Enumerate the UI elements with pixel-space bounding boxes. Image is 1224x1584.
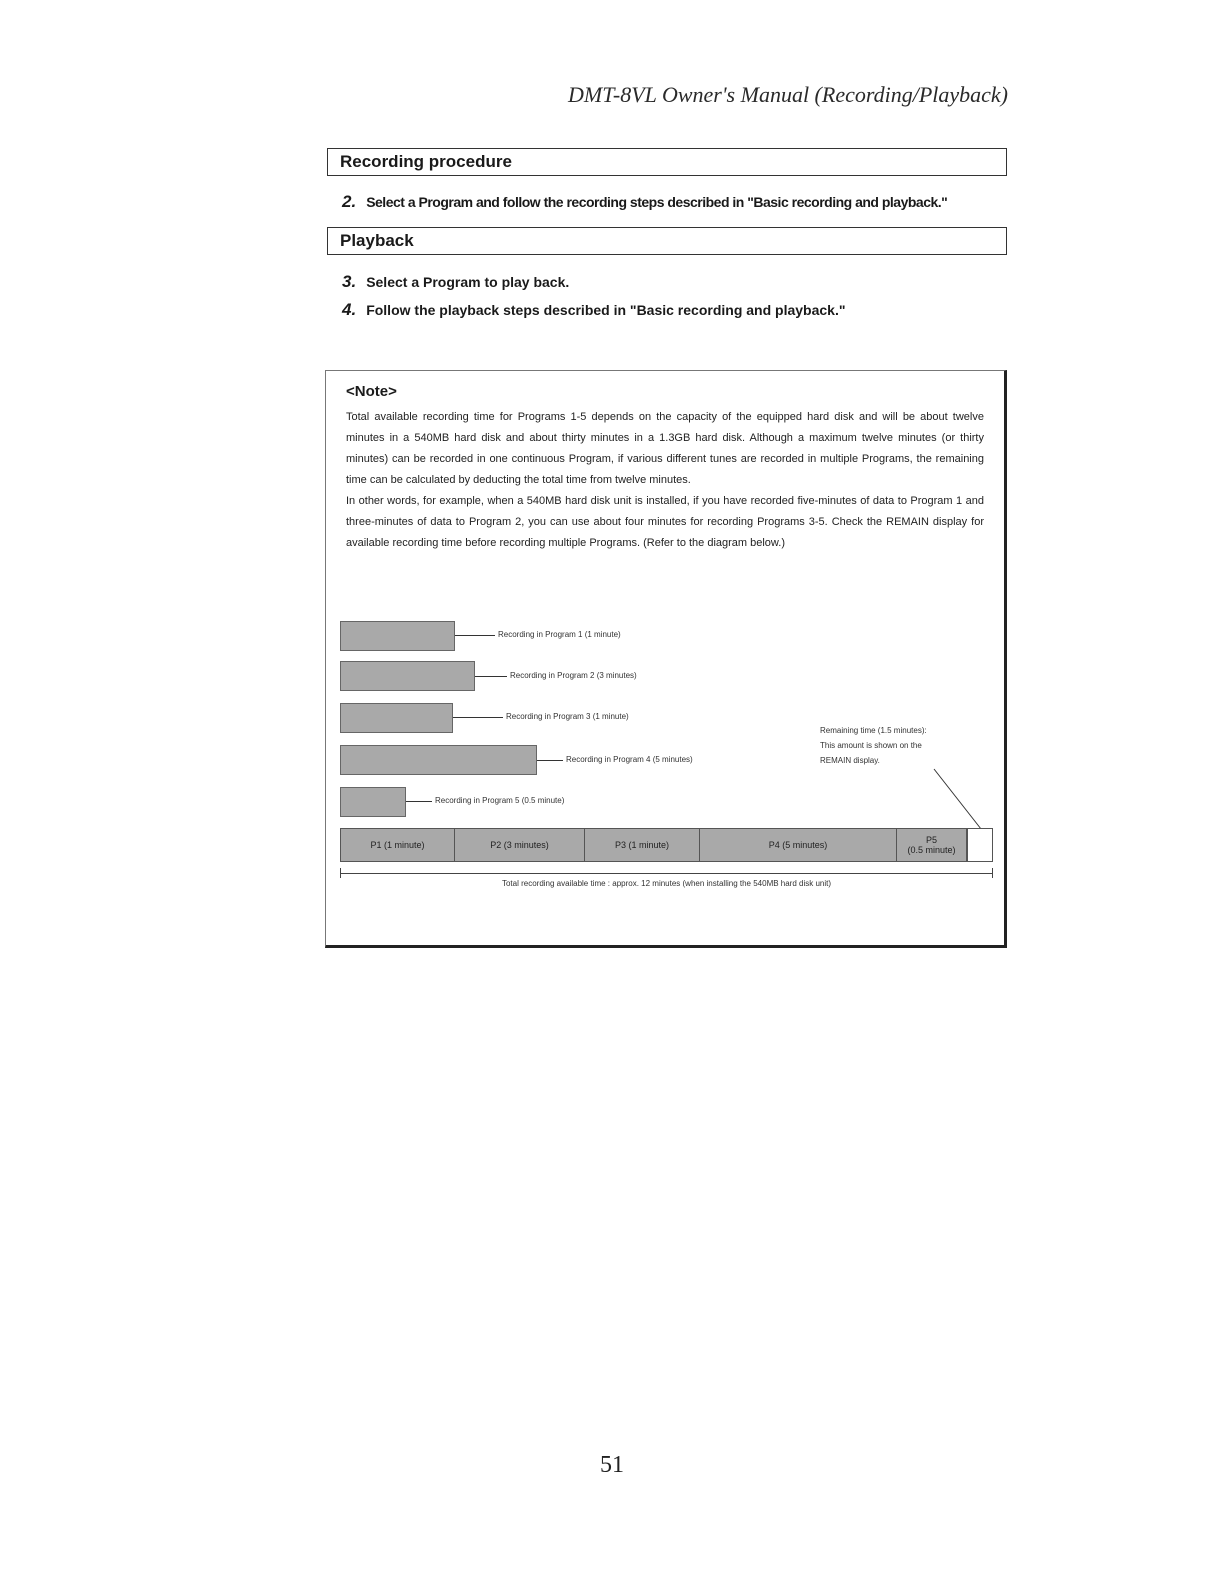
recording-label-p1: Recording in Program 1 (1 minute) bbox=[498, 630, 621, 639]
section-heading-playback: Playback bbox=[327, 227, 1007, 255]
step-number: 2. bbox=[342, 192, 357, 211]
note-text bbox=[346, 407, 984, 554]
remaining-time-note bbox=[820, 723, 992, 768]
timeline-segment-p1: P1 (1 minute) bbox=[341, 829, 455, 861]
remaining-time-box bbox=[967, 828, 993, 862]
remaining-line-3: REMAIN display. bbox=[820, 756, 880, 765]
recording-label-p2: Recording in Program 2 (3 minutes) bbox=[510, 671, 637, 680]
recording-bar-p4 bbox=[340, 745, 537, 775]
step-text: Select a Program and follow the recording steps described in "Basic recording and playback." bbox=[366, 194, 948, 210]
step-text: Select a Program to play back. bbox=[366, 274, 570, 290]
section-heading-recording-procedure: Recording procedure bbox=[327, 148, 1007, 176]
recording-bar-p2 bbox=[340, 661, 475, 691]
step-number: 3. bbox=[342, 272, 357, 291]
recording-bar-p3 bbox=[340, 703, 453, 733]
program-timeline bbox=[340, 828, 967, 862]
segment-p5-label: P5 bbox=[925, 835, 937, 845]
note-paragraph-1: Total available recording time for Programs 1-5 depends on the capacity of the equipped hard disk and will be about twelve minutes in a 540MB hard disk and about thirty minutes in a 1.3GB hard disk. Although a maximum twelve minutes (or thirty minutes) can be recorded in one continuous Program, if various different tunes are recorded in multiple Programs, the remaining time can be calculated by deducting the total time from twelve minutes. bbox=[346, 411, 984, 486]
recording-leader-p1 bbox=[455, 635, 495, 636]
step-number: 4. bbox=[342, 300, 357, 319]
recording-leader-p2 bbox=[475, 676, 507, 677]
timeline-segment-p4: P4 (5 minutes) bbox=[700, 829, 897, 861]
recording-leader-p5 bbox=[406, 801, 432, 802]
remaining-line-2: This amount is shown on the bbox=[820, 741, 922, 750]
step-4 bbox=[342, 300, 846, 320]
note-box bbox=[325, 370, 1007, 948]
step-text: Follow the playback steps described in "Basic recording and playback." bbox=[366, 302, 846, 318]
recording-leader-p4 bbox=[537, 760, 563, 761]
recording-label-p3: Recording in Program 3 (1 minute) bbox=[506, 712, 629, 721]
note-paragraph-2: In other words, for example, when a 540MB hard disk unit is installed, if you have recorded five-minutes of data to Program 1 and three-minutes of data to Program 2, you can use about four minutes for recording Programs 3-5. Check the REMAIN display for available recording time before recording multiple Programs. (Refer to the diagram below.) bbox=[346, 495, 984, 549]
total-time-label: Total recording available time : approx. 12 minutes (when installing the 540MB hard disk unit) bbox=[501, 879, 832, 888]
recording-leader-p3 bbox=[453, 717, 503, 718]
recording-label-p4: Recording in Program 4 (5 minutes) bbox=[566, 755, 693, 764]
page-number: 51 bbox=[600, 1452, 624, 1478]
segment-p5-sublabel: (0.5 minute) bbox=[907, 845, 956, 855]
total-time-bracket bbox=[340, 873, 993, 874]
timeline-segment-p5 bbox=[897, 829, 966, 861]
recording-label-p5: Recording in Program 5 (0.5 minute) bbox=[435, 796, 565, 805]
note-title: <Note> bbox=[346, 383, 397, 400]
recording-bar-p1 bbox=[340, 621, 455, 651]
header-title: DMT-8VL Owner's Manual (Recording/Playback) bbox=[568, 82, 1008, 107]
step-3 bbox=[342, 272, 569, 292]
timeline-segment-p3: P3 (1 minute) bbox=[585, 829, 700, 861]
recording-bar-p5 bbox=[340, 787, 406, 817]
timeline-segment-p2: P2 (3 minutes) bbox=[455, 829, 585, 861]
remaining-line-1: Remaining time (1.5 minutes): bbox=[820, 726, 927, 735]
step-2 bbox=[342, 192, 947, 212]
